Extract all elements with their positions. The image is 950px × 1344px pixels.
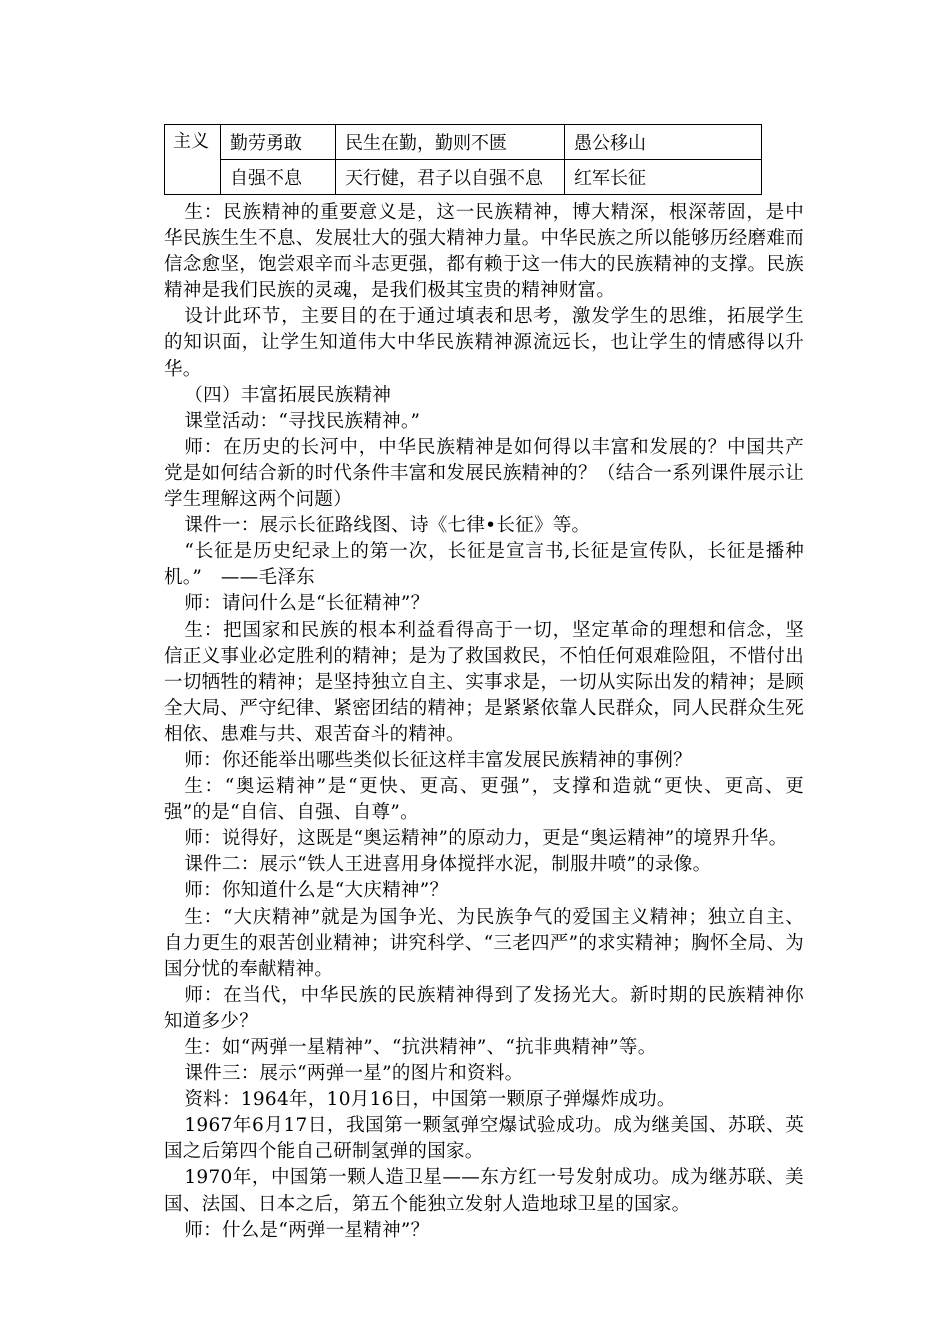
paragraph: 1967年6月17日，我国第一颗氢弹空爆试验成功。成为继美国、苏联、英国之后第四个能自己研制氢弹的国家。 — [164, 1115, 804, 1163]
body-text — [164, 200, 804, 1244]
paragraph: 生：民族精神的重要意义是，这一民族精神，博大精深，根深蒂固，是中华民族生生不息、发展壮大的强大精神力量。中华民族之所以能够历经磨难而信念愈坚，饱尝艰辛而斗志更强，都有赖于这一伟大的民族精神的支撑。民族精神是我们民族的灵魂，是我们极其宝贵的精神财富。 — [164, 202, 804, 302]
quote: “长征是历史纪录上的第一次，长征是宣言书,长征是宣传队，长征是播种机。” ——毛泽东 — [164, 541, 804, 589]
paragraph: 师：什么是“两弹一星精神”？ — [184, 1219, 430, 1241]
table-cell: 天行健，君子以自强不息 — [336, 160, 565, 195]
paragraph: 生：如“两弹一星精神”、“抗洪精神”、“抗非典精神”等。 — [184, 1037, 657, 1058]
paragraph: 设计此环节，主要目的在于通过填表和思考，激发学生的思维，拓展学生的知识面，让学生知道伟大中华民族精神源流远长，也让学生的情感得以升华。 — [164, 306, 804, 380]
paragraph: 课堂活动：“寻找民族精神。” — [184, 410, 421, 432]
national-spirit-table — [164, 124, 762, 195]
paragraph: 师：你知道什么是“大庆精神”？ — [184, 880, 449, 902]
table-row — [165, 125, 762, 160]
paragraph: 师：请问什么是“长征精神”？ — [184, 593, 430, 615]
table-cell: 愚公移山 — [565, 125, 762, 160]
table-cell: 勤劳勇敢 — [221, 125, 336, 160]
paragraph: 生：把国家和民族的根本利益看得高于一切，坚定革命的理想和信念，坚信正义事业必定胜利的精神；是为了救国救民，不怕任何艰难险阻，不惜付出一切牺牲的精神；是坚持独立自主、实事求是，一切从实际出发的精神；是顾全大局、严守纪律、紧密团结的精神；是紧紧依靠人民群众，同人民群众生死相依、患难与共、艰苦奋斗的精神。 — [164, 619, 804, 745]
paragraph: 资料：1964年，10月16日，中国第一颗原子弹爆炸成功。 — [184, 1089, 676, 1111]
paragraph: 师：在历史的长河中，中华民族精神是如何得以丰富和发展的？中国共产党是如何结合新的时代条件丰富和发展民族精神的？（结合一系列课件展示让学生理解这两个问题） — [164, 436, 804, 511]
paragraph: 师：说得好，这既是“奥运精神”的原动力，更是“奥运精神”的境界升华。 — [184, 828, 788, 850]
category-cell: 主义 — [165, 125, 221, 195]
paragraph: 生：“大庆精神”就是为国争光、为民族争气的爱国主义精神；独立自主、自力更生的艰苦创业精神；讲究科学、“三老四严”的求实精神；胸怀全局、为国分忧的奉献精神。 — [164, 906, 804, 980]
table-cell: 红军长征 — [565, 160, 762, 195]
table-cell: 民生在勤，勤则不匮 — [336, 125, 565, 160]
paragraph: 课件一：展示长征路线图、诗《七律•长征》等。 — [184, 515, 591, 537]
paragraph: 师：你还能举出哪些类似长征这样丰富发展民族精神的事例？ — [184, 749, 692, 771]
table-row — [165, 160, 762, 195]
paragraph: 1970年，中国第一颗人造卫星——东方红一号发射成功。成为继苏联、美国、法国、日本之后，第五个能独立发射人造地球卫星的国家。 — [164, 1167, 804, 1215]
table-cell: 自强不息 — [221, 160, 336, 195]
paragraph: 课件三：展示“两弹一星”的图片和资料。 — [184, 1063, 524, 1085]
paragraph: 生：“奥运精神”是“更快、更高、更强”，支撑和造就“更快、更高、更强”的是“自信、自强、自尊”。 — [164, 776, 804, 824]
paragraph: 课件二：展示“铁人王进喜用身体搅拌水泥，制服井喷”的录像。 — [184, 854, 712, 876]
paragraph: 师：在当代，中华民族的民族精神得到了发扬光大。新时期的民族精神你知道多少？ — [164, 984, 804, 1032]
section-heading: （四）丰富拓展民族精神 — [184, 384, 392, 406]
